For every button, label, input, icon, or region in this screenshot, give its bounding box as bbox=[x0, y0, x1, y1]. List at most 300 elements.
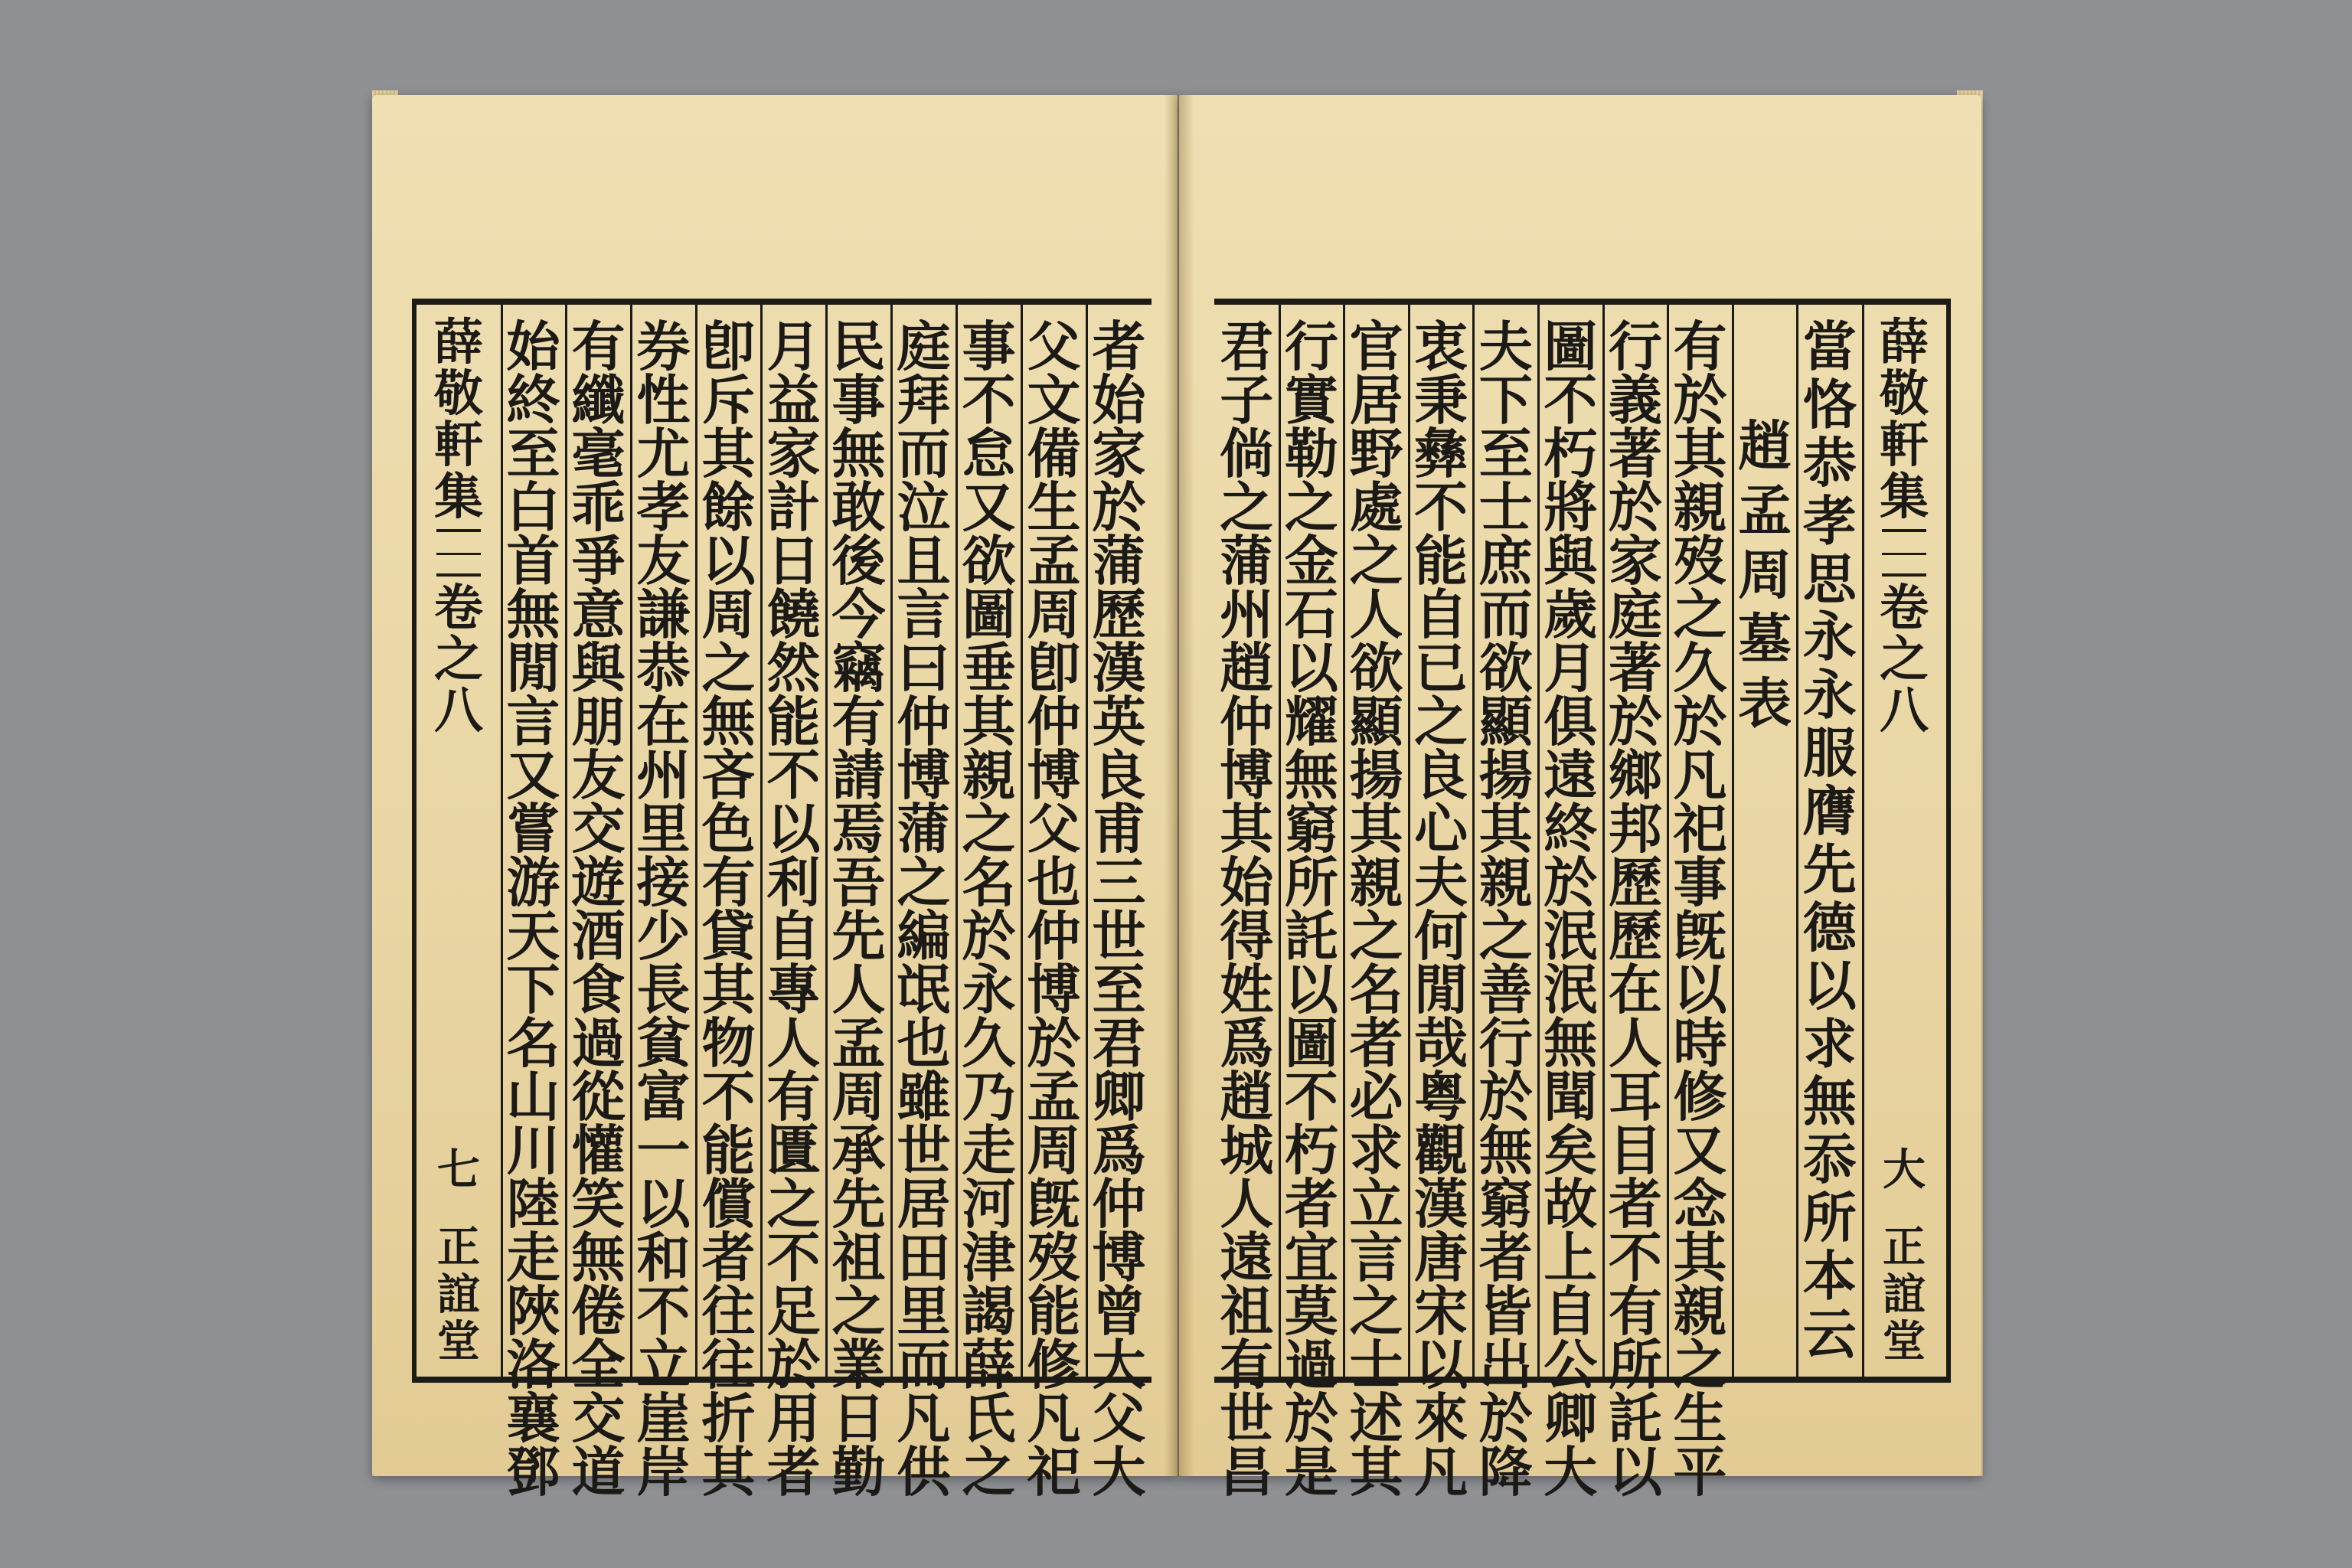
glyph: 乖 bbox=[571, 475, 626, 539]
glyph: 有 bbox=[571, 315, 626, 378]
glyph: 士 bbox=[1349, 1333, 1403, 1396]
glyph: 博 bbox=[1027, 743, 1081, 807]
left-banxin-bottom bbox=[416, 1144, 501, 1367]
glyph: 自 bbox=[1414, 583, 1468, 646]
glyph: 怠 bbox=[962, 422, 1016, 485]
glyph: 周 bbox=[1027, 583, 1081, 646]
glyph: 也 bbox=[897, 1011, 951, 1075]
glyph: 立 bbox=[1349, 1172, 1403, 1236]
glyph: 又 bbox=[1673, 1119, 1727, 1182]
glyph: 人 bbox=[1608, 1011, 1662, 1075]
glyph: 生 bbox=[1027, 475, 1081, 539]
glyph: 於 bbox=[1608, 690, 1662, 753]
glyph: 揚 bbox=[1478, 743, 1533, 807]
glyph: 子 bbox=[1220, 368, 1274, 432]
glyph: 而 bbox=[1478, 583, 1533, 646]
glyph: 之 bbox=[1349, 529, 1403, 593]
left-text-column bbox=[566, 305, 631, 1504]
glyph: 而 bbox=[897, 1333, 951, 1396]
column-rule bbox=[1279, 305, 1281, 1377]
glyph: 述 bbox=[1349, 1387, 1403, 1450]
glyph: 雖 bbox=[897, 1065, 951, 1129]
glyph: 城 bbox=[1220, 1119, 1274, 1182]
right-text-column bbox=[1473, 305, 1538, 1504]
glyph: 永 bbox=[1802, 663, 1857, 727]
glyph: 襄 bbox=[506, 1387, 560, 1450]
glyph: 欲 bbox=[962, 529, 1016, 593]
glyph: 顯 bbox=[1478, 690, 1533, 753]
glyph: 尤 bbox=[636, 422, 691, 485]
glyph: 始 bbox=[1092, 368, 1146, 432]
glyph: 姓 bbox=[1220, 958, 1274, 1021]
glyph: 券 bbox=[636, 315, 691, 378]
glyph: 無 bbox=[1284, 743, 1338, 807]
glyph: 事 bbox=[831, 368, 886, 432]
glyph: 接 bbox=[636, 851, 691, 914]
glyph: 終 bbox=[1544, 797, 1598, 861]
glyph: 表 bbox=[1738, 671, 1792, 735]
glyph: 庭 bbox=[1608, 583, 1662, 646]
glyph: 蒲 bbox=[1220, 529, 1274, 593]
glyph: 始 bbox=[1220, 851, 1274, 914]
glyph: 友 bbox=[571, 743, 626, 807]
glyph: 之 bbox=[434, 630, 483, 688]
glyph: 歷 bbox=[1608, 851, 1662, 914]
glyph: 以 bbox=[701, 529, 756, 593]
glyph: 庭 bbox=[897, 315, 951, 378]
glyph: 富 bbox=[636, 1065, 691, 1129]
column-rule bbox=[825, 305, 828, 1377]
glyph: 金 bbox=[1284, 529, 1338, 593]
glyph: 河 bbox=[962, 1172, 1016, 1236]
glyph: 以 bbox=[1284, 958, 1338, 1021]
glyph: 洛 bbox=[506, 1333, 560, 1396]
glyph: 一 bbox=[636, 1119, 691, 1182]
glyph: 折 bbox=[701, 1387, 756, 1450]
glyph: 行 bbox=[1284, 315, 1338, 378]
glyph: 之 bbox=[766, 1172, 821, 1236]
glyph: 周 bbox=[1738, 543, 1792, 606]
glyph: 拜 bbox=[897, 368, 951, 432]
glyph: 祖 bbox=[831, 1226, 886, 1289]
glyph: 足 bbox=[766, 1279, 821, 1343]
glyph: 趙 bbox=[1738, 414, 1792, 478]
glyph: 陸 bbox=[506, 1172, 560, 1236]
glyph: 忝 bbox=[1802, 1128, 1857, 1192]
glyph: 孟 bbox=[1738, 479, 1792, 542]
glyph: 有 bbox=[1673, 315, 1727, 378]
glyph: 倘 bbox=[1220, 422, 1274, 485]
glyph: 遊 bbox=[571, 851, 626, 914]
glyph: 有 bbox=[1220, 1333, 1274, 1396]
glyph: 利 bbox=[766, 851, 821, 914]
glyph: 人 bbox=[831, 958, 886, 1021]
right-text-column bbox=[1668, 305, 1733, 1504]
glyph: 善 bbox=[1478, 958, 1533, 1021]
glyph: 大 bbox=[1092, 1440, 1146, 1504]
glyph: 自 bbox=[1544, 1279, 1598, 1343]
glyph: 英 bbox=[1092, 690, 1146, 753]
column-rule bbox=[1343, 305, 1345, 1377]
glyph: 無 bbox=[506, 583, 560, 646]
glyph: 俱 bbox=[1544, 690, 1598, 753]
glyph: 白 bbox=[506, 475, 560, 539]
glyph: 以 bbox=[766, 797, 821, 861]
glyph: 不 bbox=[1284, 1065, 1338, 1129]
glyph: 博 bbox=[897, 743, 951, 807]
glyph: 勒 bbox=[1284, 422, 1338, 485]
left-text-frame bbox=[412, 299, 1152, 1504]
left-text-column bbox=[696, 305, 761, 1504]
glyph: 恭 bbox=[1802, 430, 1857, 495]
glyph: 笑 bbox=[571, 1172, 626, 1236]
glyph: 言 bbox=[506, 690, 560, 753]
glyph: 事 bbox=[962, 315, 1016, 378]
glyph: 有 bbox=[766, 1065, 821, 1129]
glyph: 朽 bbox=[1284, 1119, 1338, 1182]
glyph: 親 bbox=[1349, 851, 1403, 914]
glyph: 之 bbox=[1880, 630, 1929, 688]
glyph: 斥 bbox=[701, 368, 756, 432]
glyph: 故 bbox=[1544, 1172, 1598, 1236]
glyph: 八 bbox=[434, 682, 483, 740]
glyph: 歲 bbox=[1544, 583, 1598, 646]
right-text-frame bbox=[1214, 299, 1951, 1504]
glyph: 家 bbox=[1092, 422, 1146, 485]
glyph: 事 bbox=[1673, 851, 1727, 914]
glyph: 陜 bbox=[506, 1279, 560, 1343]
glyph: 立 bbox=[636, 1333, 691, 1396]
left-text-column bbox=[1021, 305, 1086, 1504]
glyph: 道 bbox=[571, 1440, 626, 1504]
glyph: 竊 bbox=[831, 636, 886, 700]
glyph: 恪 bbox=[1802, 372, 1857, 436]
glyph: 莫 bbox=[1284, 1279, 1338, 1343]
glyph: 卿 bbox=[1092, 1065, 1146, 1129]
glyph: 之 bbox=[831, 1279, 886, 1343]
glyph: 川 bbox=[506, 1119, 560, 1182]
glyph: 蒲 bbox=[1092, 529, 1146, 593]
glyph: 也 bbox=[1027, 851, 1081, 914]
glyph: 敬 bbox=[1880, 365, 1929, 423]
glyph: 吝 bbox=[701, 743, 756, 807]
glyph: 遠 bbox=[1544, 743, 1598, 807]
glyph: 與 bbox=[571, 636, 626, 700]
glyph: 堂 bbox=[1883, 1316, 1926, 1367]
glyph: 閒 bbox=[506, 636, 560, 700]
glyph: 野 bbox=[1349, 422, 1403, 485]
glyph: 父 bbox=[1027, 315, 1081, 378]
glyph: 將 bbox=[1544, 475, 1598, 539]
glyph: 親 bbox=[1673, 1279, 1727, 1343]
right-text-column bbox=[1603, 305, 1668, 1504]
glyph: 用 bbox=[766, 1387, 821, 1450]
glyph: 又 bbox=[962, 475, 1016, 539]
glyph: 交 bbox=[571, 797, 626, 861]
glyph: 集 bbox=[434, 468, 483, 526]
glyph: 言 bbox=[897, 583, 951, 646]
glyph: 父 bbox=[1092, 1387, 1146, 1450]
glyph: 於 bbox=[1673, 690, 1727, 753]
column-rule bbox=[760, 305, 763, 1377]
glyph: 遠 bbox=[1220, 1226, 1274, 1289]
glyph: 在 bbox=[1608, 958, 1662, 1021]
glyph: 和 bbox=[636, 1226, 691, 1289]
glyph: 心 bbox=[1414, 797, 1468, 861]
glyph: 編 bbox=[897, 904, 951, 968]
glyph: 無 bbox=[1802, 1070, 1857, 1134]
glyph: 於 bbox=[1673, 368, 1727, 432]
glyph: 凡 bbox=[1027, 1387, 1081, 1450]
glyph: 行 bbox=[1478, 1011, 1533, 1075]
glyph: 父 bbox=[1027, 797, 1081, 861]
glyph: 焉 bbox=[831, 797, 886, 861]
glyph: 平 bbox=[1673, 1440, 1727, 1504]
glyph: 博 bbox=[1027, 958, 1081, 1021]
glyph: 意 bbox=[571, 583, 626, 646]
glyph: 粤 bbox=[1414, 1065, 1468, 1129]
glyph: 誼 bbox=[437, 1269, 480, 1320]
glyph: 能 bbox=[766, 690, 821, 753]
glyph: 曾 bbox=[1092, 1279, 1146, 1343]
glyph: 所 bbox=[1608, 1333, 1662, 1396]
glyph: 朽 bbox=[1544, 422, 1598, 485]
glyph: 求 bbox=[1349, 1119, 1403, 1182]
glyph: 觀 bbox=[1414, 1119, 1468, 1182]
glyph: 正 bbox=[437, 1222, 480, 1273]
column-rule bbox=[1408, 305, 1410, 1377]
glyph: 今 bbox=[831, 583, 886, 646]
glyph: 月 bbox=[1544, 636, 1598, 700]
glyph: 能 bbox=[701, 1119, 756, 1182]
glyph: 以 bbox=[1608, 1440, 1662, 1504]
glyph: 民 bbox=[831, 315, 886, 378]
glyph: 唐 bbox=[1414, 1226, 1468, 1289]
glyph: 日 bbox=[831, 1387, 886, 1450]
glyph: 之 bbox=[962, 797, 1016, 861]
column-rule bbox=[1732, 305, 1734, 1377]
glyph: 其 bbox=[1673, 422, 1727, 485]
glyph: 朋 bbox=[571, 690, 626, 753]
glyph: 博 bbox=[1220, 743, 1274, 807]
glyph: 趙 bbox=[1220, 636, 1274, 700]
glyph: 計 bbox=[766, 475, 821, 539]
glyph: 其 bbox=[1220, 797, 1274, 861]
glyph: 義 bbox=[1608, 368, 1662, 432]
glyph: 夫 bbox=[1478, 315, 1533, 378]
glyph: 下 bbox=[1478, 368, 1533, 432]
glyph: 吾 bbox=[831, 851, 886, 914]
glyph: 本 bbox=[1802, 1244, 1857, 1308]
glyph: 色 bbox=[701, 797, 756, 861]
glyph: 夫 bbox=[1414, 851, 1468, 914]
glyph: 耳 bbox=[1608, 1065, 1662, 1129]
glyph: 過 bbox=[1284, 1333, 1338, 1396]
glyph: 云 bbox=[1802, 1302, 1857, 1366]
glyph: 久 bbox=[962, 1011, 1016, 1075]
glyph: 卿 bbox=[1544, 1387, 1598, 1450]
glyph: 且 bbox=[897, 529, 951, 593]
glyph: 堂 bbox=[437, 1316, 480, 1367]
glyph: 於 bbox=[1478, 1387, 1533, 1450]
glyph: 良 bbox=[1092, 743, 1146, 807]
glyph: 之 bbox=[1284, 475, 1338, 539]
glyph: 州 bbox=[1220, 583, 1274, 646]
glyph: 不 bbox=[1544, 368, 1598, 432]
glyph: 大 bbox=[1883, 1144, 1926, 1195]
glyph: 墓 bbox=[1738, 607, 1792, 671]
glyph: 償 bbox=[701, 1172, 756, 1236]
glyph: 無 bbox=[1544, 1011, 1598, 1075]
right-text-column bbox=[1538, 305, 1603, 1504]
glyph: 泯 bbox=[1544, 958, 1598, 1021]
glyph: 有 bbox=[1608, 1279, 1662, 1343]
glyph: 里 bbox=[636, 797, 691, 861]
glyph: 名 bbox=[506, 1011, 560, 1075]
glyph: 敬 bbox=[434, 365, 483, 423]
left-text-column bbox=[501, 305, 566, 1504]
glyph: 後 bbox=[831, 529, 886, 593]
glyph: 得 bbox=[1220, 904, 1274, 968]
glyph: 從 bbox=[571, 1065, 626, 1129]
right-text-column bbox=[1214, 305, 1279, 1504]
glyph: 田 bbox=[897, 1226, 951, 1289]
glyph: 之 bbox=[701, 636, 756, 700]
glyph: 有 bbox=[831, 690, 886, 753]
glyph: 修 bbox=[1027, 1333, 1081, 1396]
glyph: 請 bbox=[831, 743, 886, 807]
glyph: 圖 bbox=[962, 583, 1016, 646]
glyph: 永 bbox=[1802, 605, 1857, 669]
glyph: 至 bbox=[506, 422, 560, 485]
glyph: 能 bbox=[1027, 1279, 1081, 1343]
glyph: 於 bbox=[1092, 475, 1146, 539]
glyph: 匱 bbox=[766, 1119, 821, 1182]
glyph: 人 bbox=[766, 1011, 821, 1075]
glyph: 岸 bbox=[636, 1440, 691, 1504]
glyph: 宋 bbox=[1414, 1279, 1468, 1343]
glyph: 孟 bbox=[831, 1011, 886, 1075]
glyph: 皆 bbox=[1478, 1279, 1533, 1343]
glyph: 名 bbox=[1349, 958, 1403, 1021]
glyph: 公 bbox=[1544, 1333, 1598, 1396]
glyph: 親 bbox=[1673, 475, 1727, 539]
glyph: 交 bbox=[571, 1387, 626, 1450]
glyph: 顯 bbox=[1349, 690, 1403, 753]
glyph: 祀 bbox=[1027, 1440, 1081, 1504]
glyph: 良 bbox=[1414, 743, 1468, 807]
glyph: 全 bbox=[571, 1333, 626, 1396]
glyph: 降 bbox=[1478, 1440, 1533, 1504]
left-text-column bbox=[826, 305, 891, 1504]
glyph: 州 bbox=[636, 743, 691, 807]
glyph: 自 bbox=[766, 904, 821, 968]
glyph: 毫 bbox=[571, 422, 626, 485]
glyph: 周 bbox=[701, 583, 756, 646]
glyph: 甫 bbox=[1092, 797, 1146, 861]
glyph: 聞 bbox=[1544, 1065, 1598, 1129]
glyph: 周 bbox=[1027, 1119, 1081, 1182]
column-rule bbox=[1472, 305, 1475, 1377]
column-rule bbox=[630, 305, 632, 1377]
right-text-column bbox=[1279, 305, 1344, 1504]
glyph: 凡 bbox=[897, 1387, 951, 1450]
glyph: 蒲 bbox=[897, 797, 951, 861]
glyph: 長 bbox=[636, 958, 691, 1021]
glyph: 於 bbox=[1608, 475, 1662, 539]
glyph: 又 bbox=[506, 743, 560, 807]
glyph: 先 bbox=[831, 1172, 886, 1236]
glyph: 貸 bbox=[701, 904, 756, 968]
glyph: 少 bbox=[636, 904, 691, 968]
glyph: 益 bbox=[766, 368, 821, 432]
glyph: 先 bbox=[831, 904, 886, 968]
glyph: 者 bbox=[1349, 1011, 1403, 1075]
glyph: 食 bbox=[571, 958, 626, 1021]
glyph: 矣 bbox=[1544, 1119, 1598, 1182]
glyph: 人 bbox=[1220, 1172, 1274, 1236]
glyph: 卽 bbox=[701, 315, 756, 378]
glyph: 已 bbox=[1414, 636, 1468, 700]
glyph: 物 bbox=[701, 1011, 756, 1075]
glyph: 之 bbox=[1220, 475, 1274, 539]
column-rule bbox=[1667, 305, 1669, 1377]
column-rule bbox=[1537, 305, 1540, 1377]
glyph: 託 bbox=[1608, 1387, 1662, 1450]
glyph: 氓 bbox=[897, 958, 951, 1021]
glyph: 永 bbox=[962, 958, 1016, 1021]
glyph: 曰 bbox=[897, 636, 951, 700]
glyph: 不 bbox=[962, 368, 1016, 432]
right-banxin bbox=[1862, 305, 1946, 1377]
glyph: 歷 bbox=[1092, 583, 1146, 646]
glyph: 性 bbox=[636, 368, 691, 432]
glyph: 其 bbox=[701, 958, 756, 1021]
glyph: 供 bbox=[897, 1440, 951, 1504]
glyph: 家 bbox=[1608, 529, 1662, 593]
glyph: 念 bbox=[1673, 1172, 1727, 1236]
glyph: 謁 bbox=[962, 1279, 1016, 1343]
glyph: 鄉 bbox=[1608, 743, 1662, 807]
right-text-column bbox=[1733, 305, 1798, 1377]
glyph: 卽 bbox=[1027, 636, 1081, 700]
glyph: 旣 bbox=[1673, 904, 1727, 968]
glyph: 專 bbox=[766, 958, 821, 1021]
glyph: 與 bbox=[1544, 529, 1598, 593]
glyph: 昌 bbox=[1220, 1440, 1274, 1504]
glyph: 以 bbox=[636, 1172, 691, 1236]
right-text-column bbox=[1344, 305, 1409, 1504]
glyph: 必 bbox=[1349, 1065, 1403, 1129]
glyph: 餘 bbox=[701, 475, 756, 539]
glyph: 饒 bbox=[766, 583, 821, 646]
glyph: 不 bbox=[766, 743, 821, 807]
glyph: 八 bbox=[1880, 682, 1929, 740]
glyph: 業 bbox=[831, 1333, 886, 1396]
glyph: 不 bbox=[1414, 475, 1468, 539]
glyph: 不 bbox=[1608, 1226, 1662, 1289]
glyph: 以 bbox=[1673, 958, 1727, 1021]
glyph: 之 bbox=[1349, 904, 1403, 968]
glyph: 宜 bbox=[1284, 1226, 1338, 1289]
glyph: 哉 bbox=[1414, 1011, 1468, 1075]
glyph: 生 bbox=[1673, 1387, 1727, 1450]
glyph: 祀 bbox=[1673, 797, 1727, 861]
glyph: 人 bbox=[1349, 583, 1403, 646]
glyph: 何 bbox=[1414, 904, 1468, 968]
glyph: 君 bbox=[1220, 315, 1274, 378]
column-rule bbox=[890, 305, 893, 1377]
